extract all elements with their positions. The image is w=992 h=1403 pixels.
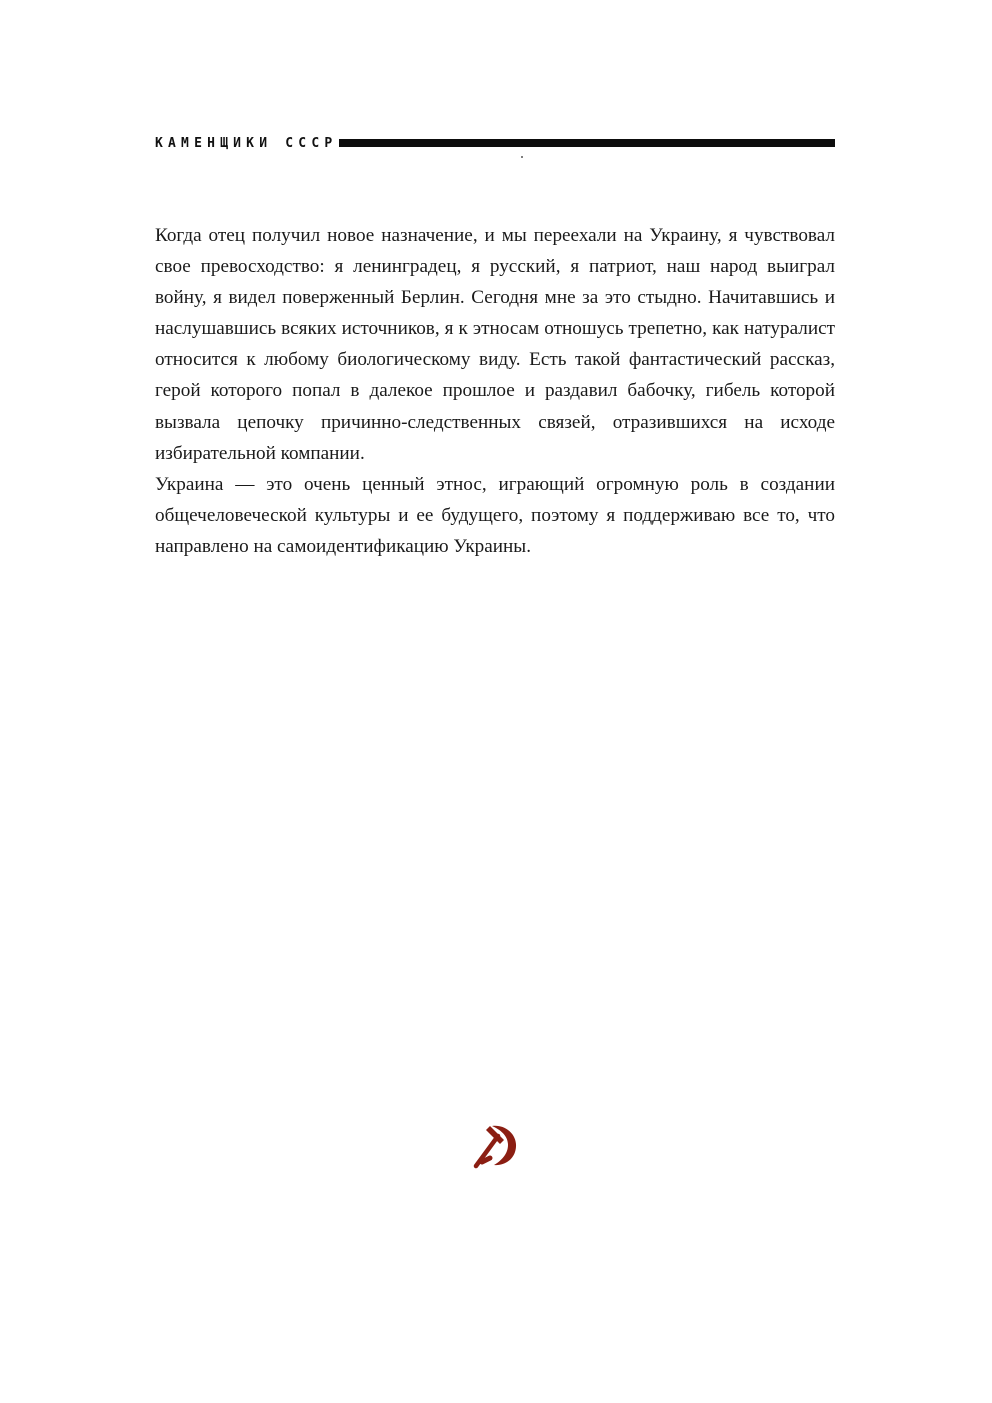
paragraph-1: Когда отец получил новое назначение, и мы переехали на Украину, я чувствовал свое превосходство: я ленинградец, я русский, я патриот, наш народ выиграл войну, я видел поверженный Берлин. Сегодня мне за это стыдно. Начитавшись и наслушавшись всяких источников, я к этносам отношусь трепетно, как натуралист относится к любому биологическому виду. Есть такой фантастический рассказ, герой которого попал в далекое прошлое и раздавил бабочку, гибель которой вызвала цепочку причинно-следственных связей, отразившихся на исходе избирательной компании. xyxy=(155,225,835,464)
print-speck xyxy=(521,156,523,158)
running-header-title: КАМЕНЩИКИ СССР xyxy=(155,135,338,151)
running-header xyxy=(155,134,835,152)
header-rule xyxy=(339,139,835,147)
hammer-and-sickle-icon xyxy=(468,1120,522,1170)
body-text xyxy=(155,220,835,562)
paragraph-2: Украина — это очень ценный этнос, играющий огромную роль в создании общечеловеческой культуры и ее будущего, поэтому я поддерживаю все то, что направлено на самоидентификацию Украины. xyxy=(155,473,835,557)
